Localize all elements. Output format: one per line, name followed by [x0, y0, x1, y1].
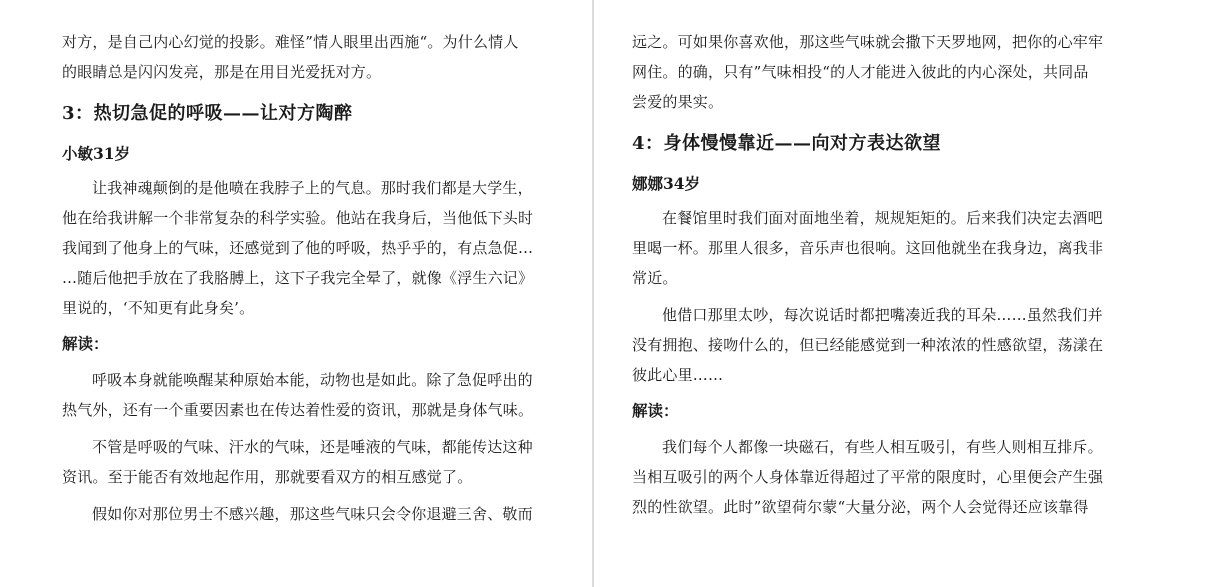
text-line: 对方，是自己内心幻觉的投影。难怪”情人眼里出西施“。为什么情人 — [62, 33, 519, 51]
text-line: 在餐馆里时我们面对面地坐着，规规矩矩的。后来我们决定去酒吧 — [662, 209, 1103, 227]
text-line: 常近。 — [632, 269, 678, 287]
left-page-content — [62, 0, 548, 529]
text-line: 没有拥抱、接吻什么的，但已经能感觉到一种浓浓的性感欲望，荡漾在 — [632, 336, 1104, 354]
person-name: 小敏31岁 — [62, 144, 131, 163]
section-heading-4: 4：身体慢慢靠近——向对方表达欲望 — [632, 133, 942, 154]
text-line: 不管是呼吸的气味、汗水的气味，还是唾液的气味，都能传达这种 — [92, 438, 533, 456]
text-line: 的眼睛总是闪闪发亮，那是在用目光爱抚对方。 — [62, 63, 382, 81]
text-line: 他在给我讲解一个非常复杂的科学实验。他站在我身后，当他低下头时 — [62, 209, 534, 227]
text-line: 彼此心里…… — [632, 366, 724, 384]
text-line: 资讯。至于能否有效地起作用，那就要看双方的相互感觉了。 — [62, 468, 473, 486]
text-line: 假如你对那位男士不感兴趣，那这些气味只会令你退避三舍、敬而 — [92, 505, 533, 523]
text-line: 当相互吸引的两个人身体靠近得超过了平常的限度时，心里便会产生强 — [632, 468, 1104, 486]
left-page — [0, 0, 592, 587]
section-heading-3: 3：热切急促的呼吸——让对方陶醉 — [62, 103, 353, 124]
text-line: 让我神魂颠倒的是他喷在我脖子上的气息。那时我们都是大学生， — [92, 179, 533, 197]
text-line: 呼吸本身就能唤醒某种原始本能，动物也是如此。除了急促呼出的 — [92, 371, 533, 389]
text-line: 里喝一杯。那里人很多，音乐声也很响。这回他就坐在我身边，离我非 — [632, 239, 1104, 257]
analysis-label: 解读： — [62, 334, 109, 353]
text-line: 热气外，还有一个重要因素也在传达着性爱的资讯，那就是身体气味。 — [62, 401, 534, 419]
text-line: 我闻到了他身上的气味，还感觉到了他的呼吸，热乎乎的，有点急促… — [62, 239, 534, 257]
right-page-content — [632, 0, 1112, 522]
text-line: 远之。可如果你喜欢他，那这些气味就会撒下天罗地网，把你的心牢牢 — [632, 33, 1104, 51]
text-line: 里说的，‘不知更有此身矣’。 — [62, 299, 255, 317]
text-line: 尝爱的果实。 — [632, 93, 724, 111]
analysis-label: 解读： — [632, 401, 679, 420]
right-page — [594, 0, 1210, 587]
text-line: 网住。的确，只有”气味相投“的人才能进入彼此的内心深处，共同品 — [632, 63, 1089, 81]
person-name: 娜娜34岁 — [632, 174, 701, 193]
text-line: …随后他把手放在了我胳膊上，这下子我完全晕了，就像《浮生六记》 — [62, 269, 534, 287]
text-line: 烈的性欲望。此时”欲望荷尔蒙“大量分泌，两个人会觉得还应该靠得 — [632, 498, 1089, 516]
text-line: 他借口那里太吵，每次说话时都把嘴凑近我的耳朵……虽然我们并 — [662, 306, 1103, 324]
text-line: 我们每个人都像一块磁石，有些人相互吸引，有些人则相互排斥。 — [662, 438, 1103, 456]
